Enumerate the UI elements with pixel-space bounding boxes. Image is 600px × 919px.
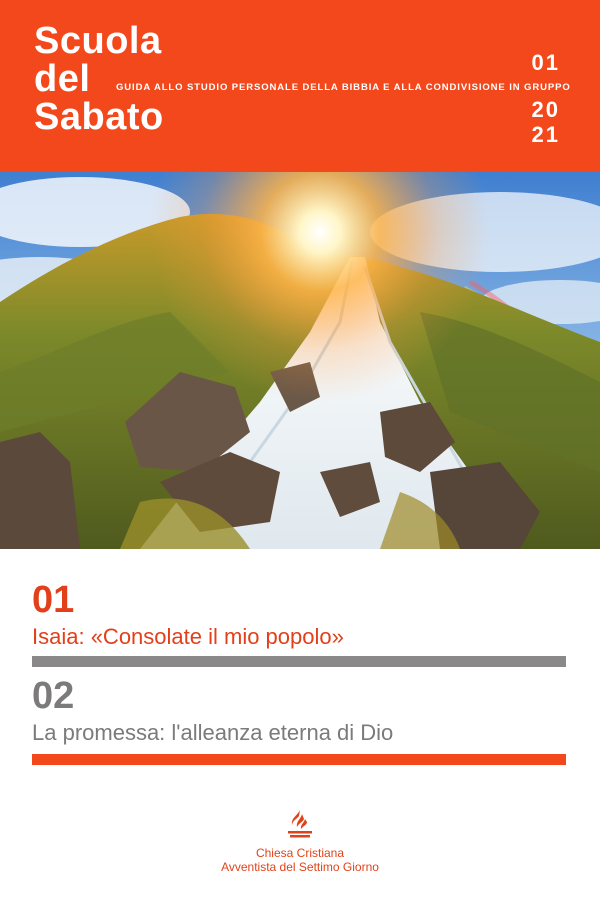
title-line-3: Sabato (34, 96, 164, 138)
publisher-line-2: Avventista del Settimo Giorno (221, 860, 379, 874)
issue-number: 01 (531, 50, 560, 75)
adventist-flame-logo-icon (285, 808, 315, 842)
issue-info (532, 50, 560, 147)
lesson-number: 01 (32, 579, 75, 621)
lesson-title: La promessa: l'alleanza eterna di Dio (32, 720, 394, 745)
title-line-1: Scuola (34, 20, 162, 62)
waterfall-photo-icon (0, 172, 600, 549)
year-top: 20 (531, 97, 560, 122)
cover-header (0, 0, 600, 172)
lesson-2-divider (32, 754, 566, 765)
magazine-subtitle: GUIDA ALLO STUDIO PERSONALE DELLA BIBBIA E ALLA CONDIVISIONE IN GRUPPO (116, 82, 571, 93)
title-line-2: del (34, 58, 91, 100)
lesson-1-divider (32, 656, 566, 667)
lesson-1[interactable] (32, 580, 344, 650)
magazine-title (34, 22, 164, 136)
cover-photo (0, 172, 600, 549)
lesson-title: Isaia: «Consolate il mio popolo» (32, 624, 344, 649)
year-bottom: 21 (531, 122, 560, 147)
lesson-2[interactable] (32, 676, 393, 746)
lesson-number: 02 (32, 675, 75, 717)
publisher-logo (0, 808, 600, 874)
publisher-line-1: Chiesa Cristiana (255, 846, 345, 860)
